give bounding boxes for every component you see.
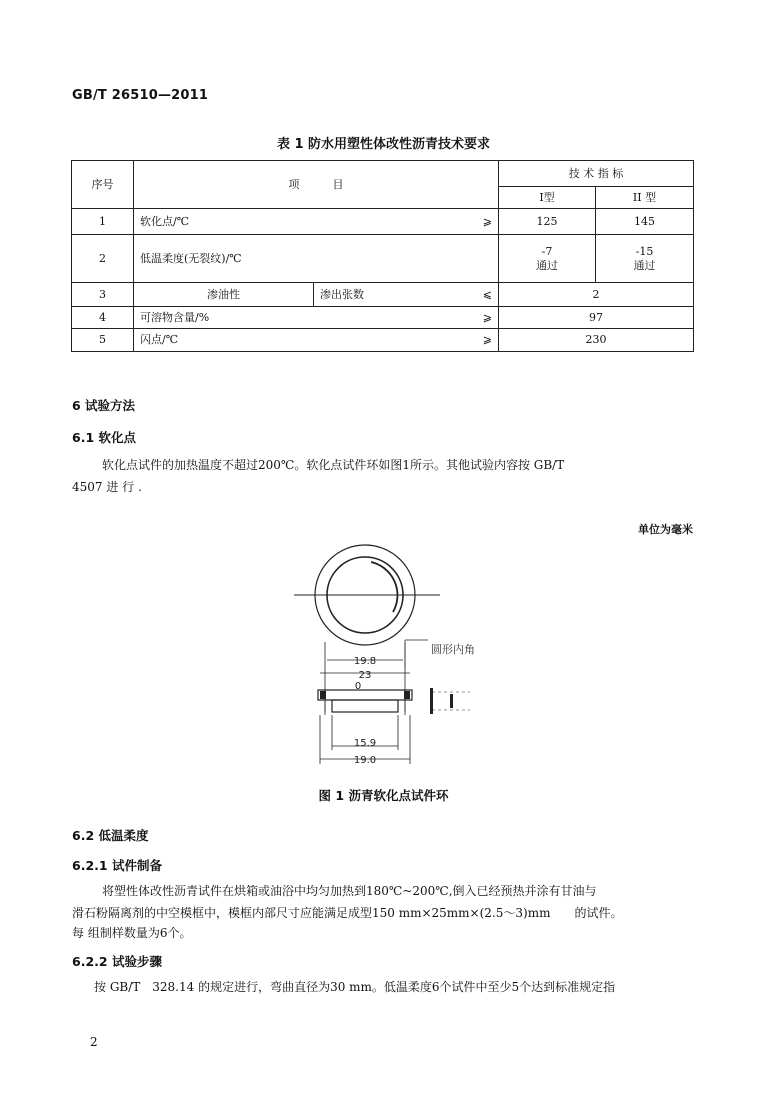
header-indicator: 技 术 指 标	[499, 161, 694, 187]
row-item-text: 软化点/℃	[140, 214, 190, 228]
row-value-type1: 125	[499, 209, 596, 235]
value-pass: 通过	[536, 258, 558, 272]
page-number: 2	[90, 1035, 98, 1049]
row-item	[134, 209, 499, 235]
ring-section-top	[318, 690, 412, 700]
row-item	[134, 235, 499, 283]
row-seq: 4	[72, 307, 134, 329]
label-dim-0: 0	[354, 681, 362, 692]
section-6-2-2-heading: 6.2.2 试验步骤	[72, 954, 162, 969]
row-item	[134, 307, 499, 329]
section-6-1-heading: 6.1 软化点	[72, 430, 136, 445]
label-dim-23: 23	[358, 670, 372, 681]
paragraph-line: 4507 进 行 .	[72, 480, 142, 494]
row-value-type2	[596, 235, 694, 283]
header-seq: 序号	[72, 161, 134, 209]
ring-hatch-right	[404, 691, 410, 699]
label-rounded-corner: 圆形内角	[431, 643, 475, 656]
row-symbol: ⩾	[482, 333, 492, 346]
label-dim-19-0: 19.0	[353, 755, 377, 766]
row-item	[134, 329, 499, 352]
paragraph-line: 将塑性体改性沥青试件在烘箱或油浴中均匀加热到180℃~200℃,倒入已经预热并涂有甘油与	[102, 884, 597, 898]
table-row	[72, 329, 694, 352]
ring-section-bottom	[332, 700, 398, 712]
row-item-text: 低温柔度(无裂纹)/℃	[140, 251, 242, 265]
ring-hatch-left	[320, 691, 326, 699]
spec-table	[71, 160, 694, 352]
paragraph-line: 按 GB/T 328.14 的规定进行，弯曲直径为30 mm。低温柔度6个试件中至少5个达到标准规定指	[94, 980, 616, 994]
row-symbol: ⩾	[482, 214, 492, 228]
row-subitem	[314, 283, 499, 307]
row-value: 97	[499, 307, 694, 329]
section-6-2-1-heading: 6.2.1 试件制备	[72, 858, 162, 873]
label-dim-15-9: 15.9	[353, 738, 377, 749]
row-seq: 5	[72, 329, 134, 352]
value-pass: 通过	[633, 258, 656, 272]
table-row	[72, 283, 694, 307]
value-temp: -15	[635, 244, 654, 258]
row-value-type1	[499, 235, 596, 283]
row-subitem-text: 渗出张数	[320, 287, 364, 301]
row-item-text: 闪点/℃	[140, 333, 179, 346]
row-value: 2	[499, 283, 694, 307]
row-seq: 3	[72, 283, 134, 307]
paragraph-line: 每 组制样数量为6个。	[72, 926, 192, 940]
figure-caption: 图 1 沥青软化点试件环	[318, 788, 449, 803]
row-symbol: ⩽	[482, 287, 492, 301]
value-temp: -7	[541, 244, 553, 258]
section-6-heading: 6 试验方法	[72, 398, 136, 413]
table-row	[72, 235, 694, 283]
table-row	[72, 307, 694, 329]
header-item: 项 目	[134, 161, 499, 209]
standard-code: GB/T 26510—2011	[72, 88, 209, 103]
unit-note: 单位为毫米	[638, 523, 693, 536]
section-6-2-heading: 6.2 低温柔度	[72, 828, 149, 843]
table-header-row	[72, 161, 694, 187]
table-row	[72, 209, 694, 235]
row-item: 渗油性	[134, 283, 314, 307]
row-value: 230	[499, 329, 694, 352]
header-type2: II 型	[596, 187, 694, 209]
test-ring-figure	[280, 540, 500, 776]
label-dim-19-8: 19.8	[353, 656, 377, 667]
table-title: 表 1 防水用塑性体改性沥青技术要求	[276, 137, 491, 152]
row-seq: 1	[72, 209, 134, 235]
row-item-text: 可溶物含量/%	[140, 310, 210, 324]
paragraph-line: 滑石粉隔离剂的中空模框中，模框内部尺寸应能满足成型150 mm×25mm×(2.5～3)mm 的试件。	[72, 906, 623, 920]
header-type1: I型	[499, 187, 596, 209]
row-seq: 2	[72, 235, 134, 283]
row-value-type2: 145	[596, 209, 694, 235]
row-symbol: ⩾	[482, 310, 492, 324]
paragraph-line: 软化点试件的加热温度不超过200℃。软化点试件环如图1所示。其他试验内容按 GB/T	[102, 458, 565, 472]
